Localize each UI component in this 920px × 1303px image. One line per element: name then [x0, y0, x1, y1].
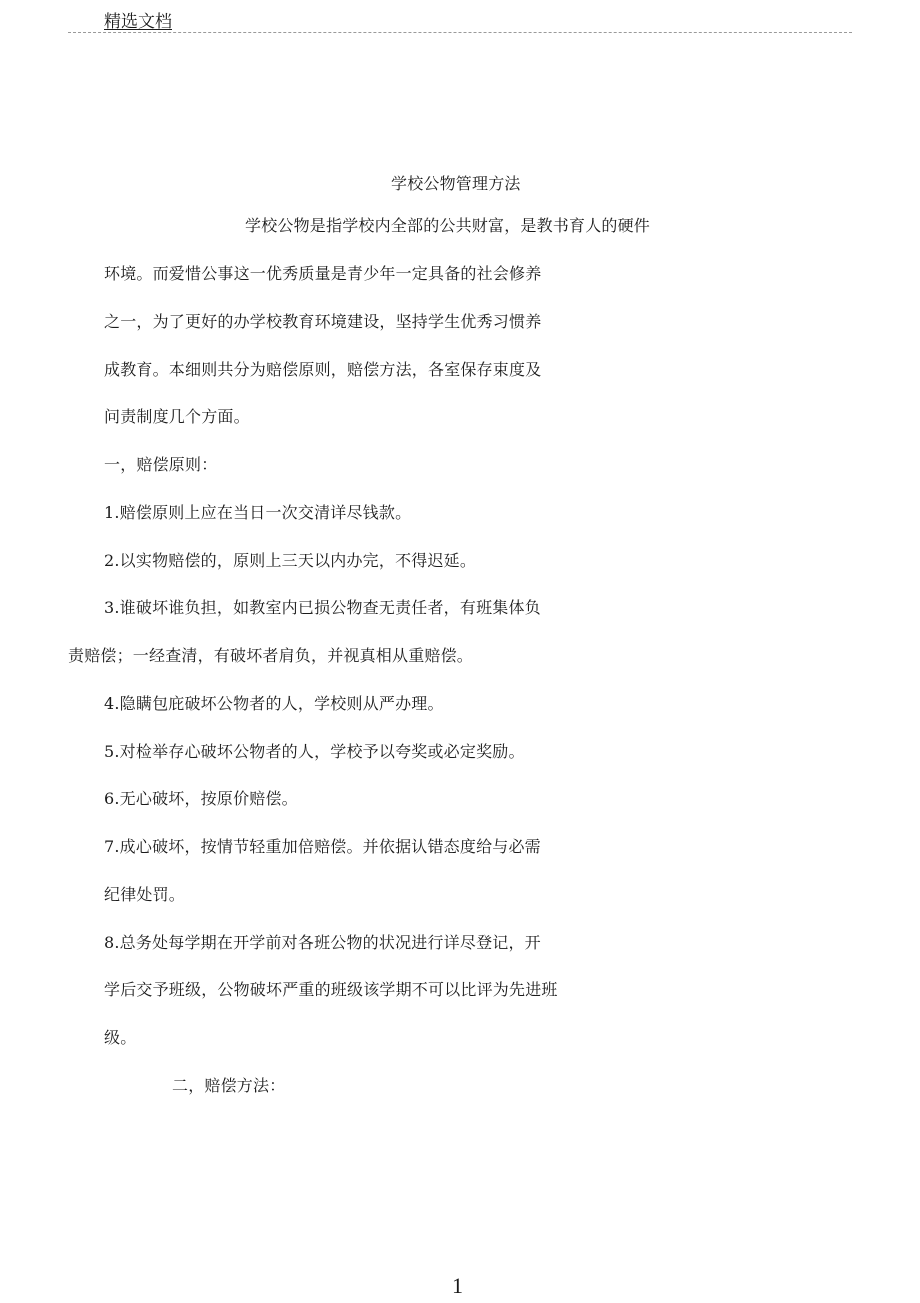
header-label: 精选文档: [104, 12, 172, 32]
intro-line-5: 问责制度几个方面。: [104, 407, 250, 426]
section1-line-4: 责赔偿；一经查清，有破坏者肩负，并视真相从重赔偿。: [68, 646, 474, 665]
section1-line-9: 纪律处罚。: [104, 885, 186, 904]
section1-line-6: 5.对检举存心破坏公物者的人，学校予以夸奖或必定奖励。: [104, 742, 525, 761]
intro-line-3: 之一，为了更好的办学校教育环境建设，坚持学生优秀习惯养: [104, 312, 542, 331]
section1-line-2: 2.以实物赔偿的，原则上三天以内办完，不得迟延。: [104, 551, 477, 570]
intro-line-2: 环境。而爱惜公事这一优秀质量是青少年一定具备的社会修养: [104, 264, 542, 283]
section1-line-1: 1.赔偿原则上应在当日一次交清详尽钱款。: [104, 503, 412, 522]
section1-line-5: 4.隐瞒包庇破坏公物者的人，学校则从严办理。: [104, 694, 444, 713]
section1-heading: 一，赔偿原则：: [104, 455, 218, 474]
section1-line-3: 3.谁破坏谁负担，如教室内已损公物查无责任者，有班集体负: [104, 598, 541, 617]
intro-line-1: 学校公物是指学校内全部的公共财富，是教书育人的硬件: [245, 216, 651, 235]
page-number: 1: [452, 1273, 463, 1298]
section1-line-7: 6.无心破坏，按原价赔偿。: [104, 789, 298, 808]
section1-line-10: 8.总务处每学期在开学前对各班公物的状况进行详尽登记，开: [104, 933, 541, 952]
document-title: 学校公物管理方法: [391, 174, 521, 193]
intro-line-4: 成教育。本细则共分为赔偿原则，赔偿方法，各室保存束度及: [104, 360, 542, 379]
section1-line-11: 学后交予班级，公物破坏严重的班级该学期不可以比评为先进班: [104, 980, 558, 999]
header-divider: [68, 32, 852, 33]
section2-heading: 二，赔偿方法：: [172, 1076, 286, 1095]
section1-line-12: 级。: [104, 1028, 137, 1047]
section1-line-8: 7.成心破坏，按情节轻重加倍赔偿。并依据认错态度给与必需: [104, 837, 541, 856]
